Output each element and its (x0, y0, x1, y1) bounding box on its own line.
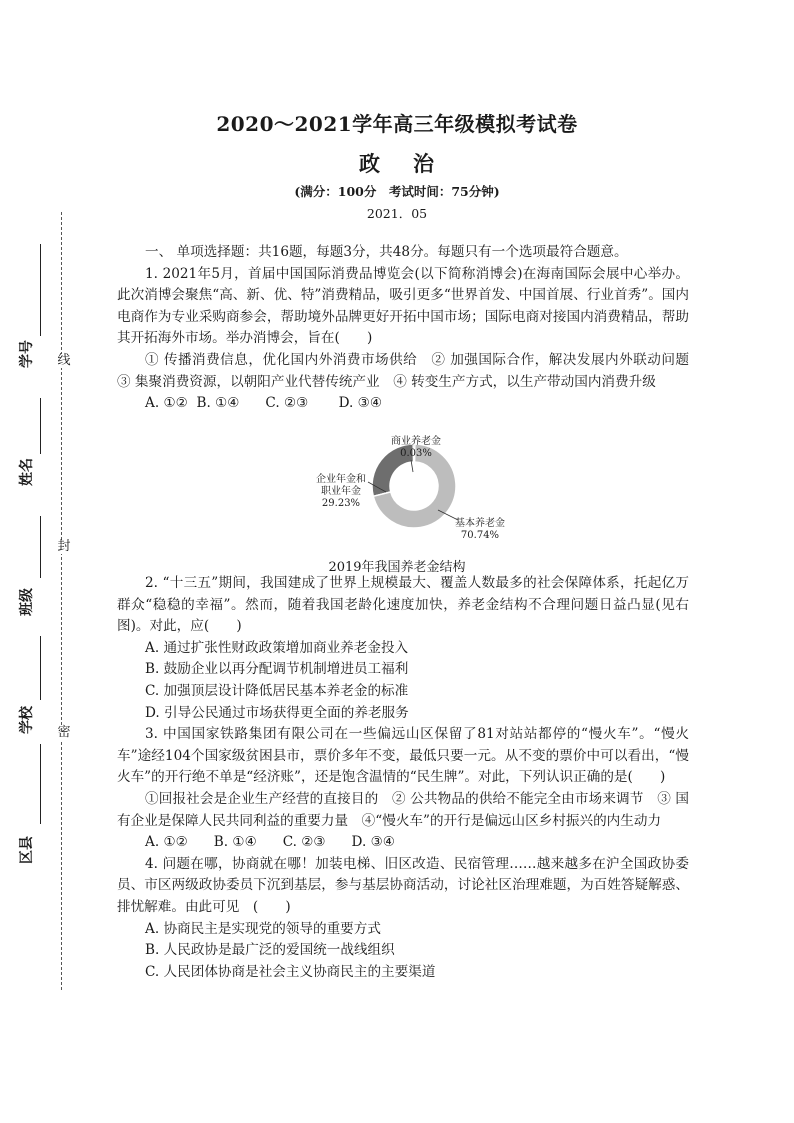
q1-choices: ① 传播消费信息，优化国内外消费市场供给 ② 加强国际合作，解决发展内外联动问题 ③ 集聚消费资源，以朝阳产业代替传统产业 ④ 转变生产方式，以生产带动国内消费升级 (117, 351, 703, 390)
pension-structure-chart (298, 432, 538, 566)
name-field[interactable] (0, 390, 50, 500)
q2-option-c: C. 加强顶层设计降低居民基本养老金的标准 (145, 682, 409, 699)
seal-word-xian: 线 (57, 353, 71, 368)
name-label: 姓名 (19, 458, 35, 486)
q3-choices: ①回报社会是企业生产经营的直接目的 ② 公共物品的供给不能完全由市场来调节 ③ 国有企业是保障人民共同利益的重要力量 ④“慢火车”的开行是偏远山区乡村振兴的内生动力 (117, 790, 689, 829)
q4-stem: 4. 问题在哪，协商就在哪！加装电梯、旧区改造、民宿管理……越来越多在沪全国政协委员、市区两级政协委员下沉到基层，参与基层协商活动，讨论社区治理难题，为百姓答疑解惑、排忧解难。由此可见 ( ) (117, 855, 689, 915)
exam-title: 2020～2021学年高三年级模拟考试卷 (216, 112, 578, 136)
q1-options: A. ①② B. ①④ C. ②③ D. ③④ (145, 395, 383, 412)
exam-date: 2021．05 (366, 206, 428, 221)
school-label: 学校 (19, 706, 35, 734)
subject-char-2: 治 (413, 151, 435, 176)
exam-meta: (满分：100分 考试时间：75分钟) (294, 184, 500, 199)
q2-stem: 2. “十三五”期间，我国建成了世界上规模最大、覆盖人数最多的社会保障体系，托起亿万群众“稳稳的幸福”。然而，随着我国老龄化速度加快，养老金结构不合理问题日益凸显(见右图)。对此，应( ) (117, 575, 689, 635)
q1-stem: 1. 2021年5月，首届中国国际消费品博览会(以下简称消博会)在海南国际会展中心举办。此次消博会聚焦“高、新、优、特”消费精品，吸引更多“世界首发、中国首展、行业首秀”。国内电商作为专业采购商参会，帮助境外品牌更好开拓中国市场；国际电商对接国内消费精品，帮助其开拓海外市场。举办消博会，旨在( ) (117, 265, 689, 347)
q4-option-a: A. 协商民主是实现党的领导的重要方式 (145, 920, 381, 937)
q4-option-b: B. 人民政协是最广泛的爱国统一战线组织 (145, 942, 395, 959)
seal-word-feng: 封 (57, 539, 71, 554)
class-label: 班级 (19, 588, 35, 616)
q2-option-b: B. 鼓励企业以再分配调节机制增进员工福利 (145, 661, 409, 678)
label-basic: 基本养老金 70.74% (455, 518, 505, 541)
student-id-label: 学号 (19, 340, 35, 368)
subject-char-1: 政 (359, 151, 381, 176)
district-field[interactable] (0, 740, 50, 870)
seal-dashed-line (61, 212, 62, 990)
question-block-2 (117, 573, 689, 983)
district-label: 区县 (19, 836, 35, 864)
q3-stem: 3. 中国国家铁路集团有限公司在一些偏远山区保留了81对站站都停的“慢火车”。“慢火车”途经104个国家级贫困县市，票价多年不变，最低只要一元。从不变的票价中可以看出，“慢火车”的开行绝不单是“经济账”，还是饱含温情的“民生牌”。对此，下列认识正确的是( ) (117, 726, 689, 786)
seal-word-mi: 密 (57, 725, 71, 740)
q3-options: A. ①② B. ①④ C. ②③ D. ③④ (145, 834, 395, 851)
q2-option-d: D. 引导公民通过市场获得更全面的养老服务 (145, 704, 409, 721)
label-commercial: 商业养老金 0.03% (391, 436, 441, 459)
q2-option-a: A. 通过扩张性财政政策增加商业养老金投入 (145, 639, 409, 656)
q4-option-c: C. 人民团体协商是社会主义协商民主的主要渠道 (145, 963, 436, 980)
school-field[interactable] (0, 630, 50, 734)
chart-caption: 2019年我国养老金结构 (328, 560, 466, 575)
subject-title (0, 148, 794, 178)
question-block-1 (117, 242, 703, 415)
student-id-field[interactable] (0, 230, 50, 380)
label-enterprise: 企业年金和 职业年金 29.23% (316, 474, 366, 509)
section-heading: 一、 单项选择题：共16题，每题3分，共48分。每题只有一个选项最符合题意。 (145, 244, 628, 260)
